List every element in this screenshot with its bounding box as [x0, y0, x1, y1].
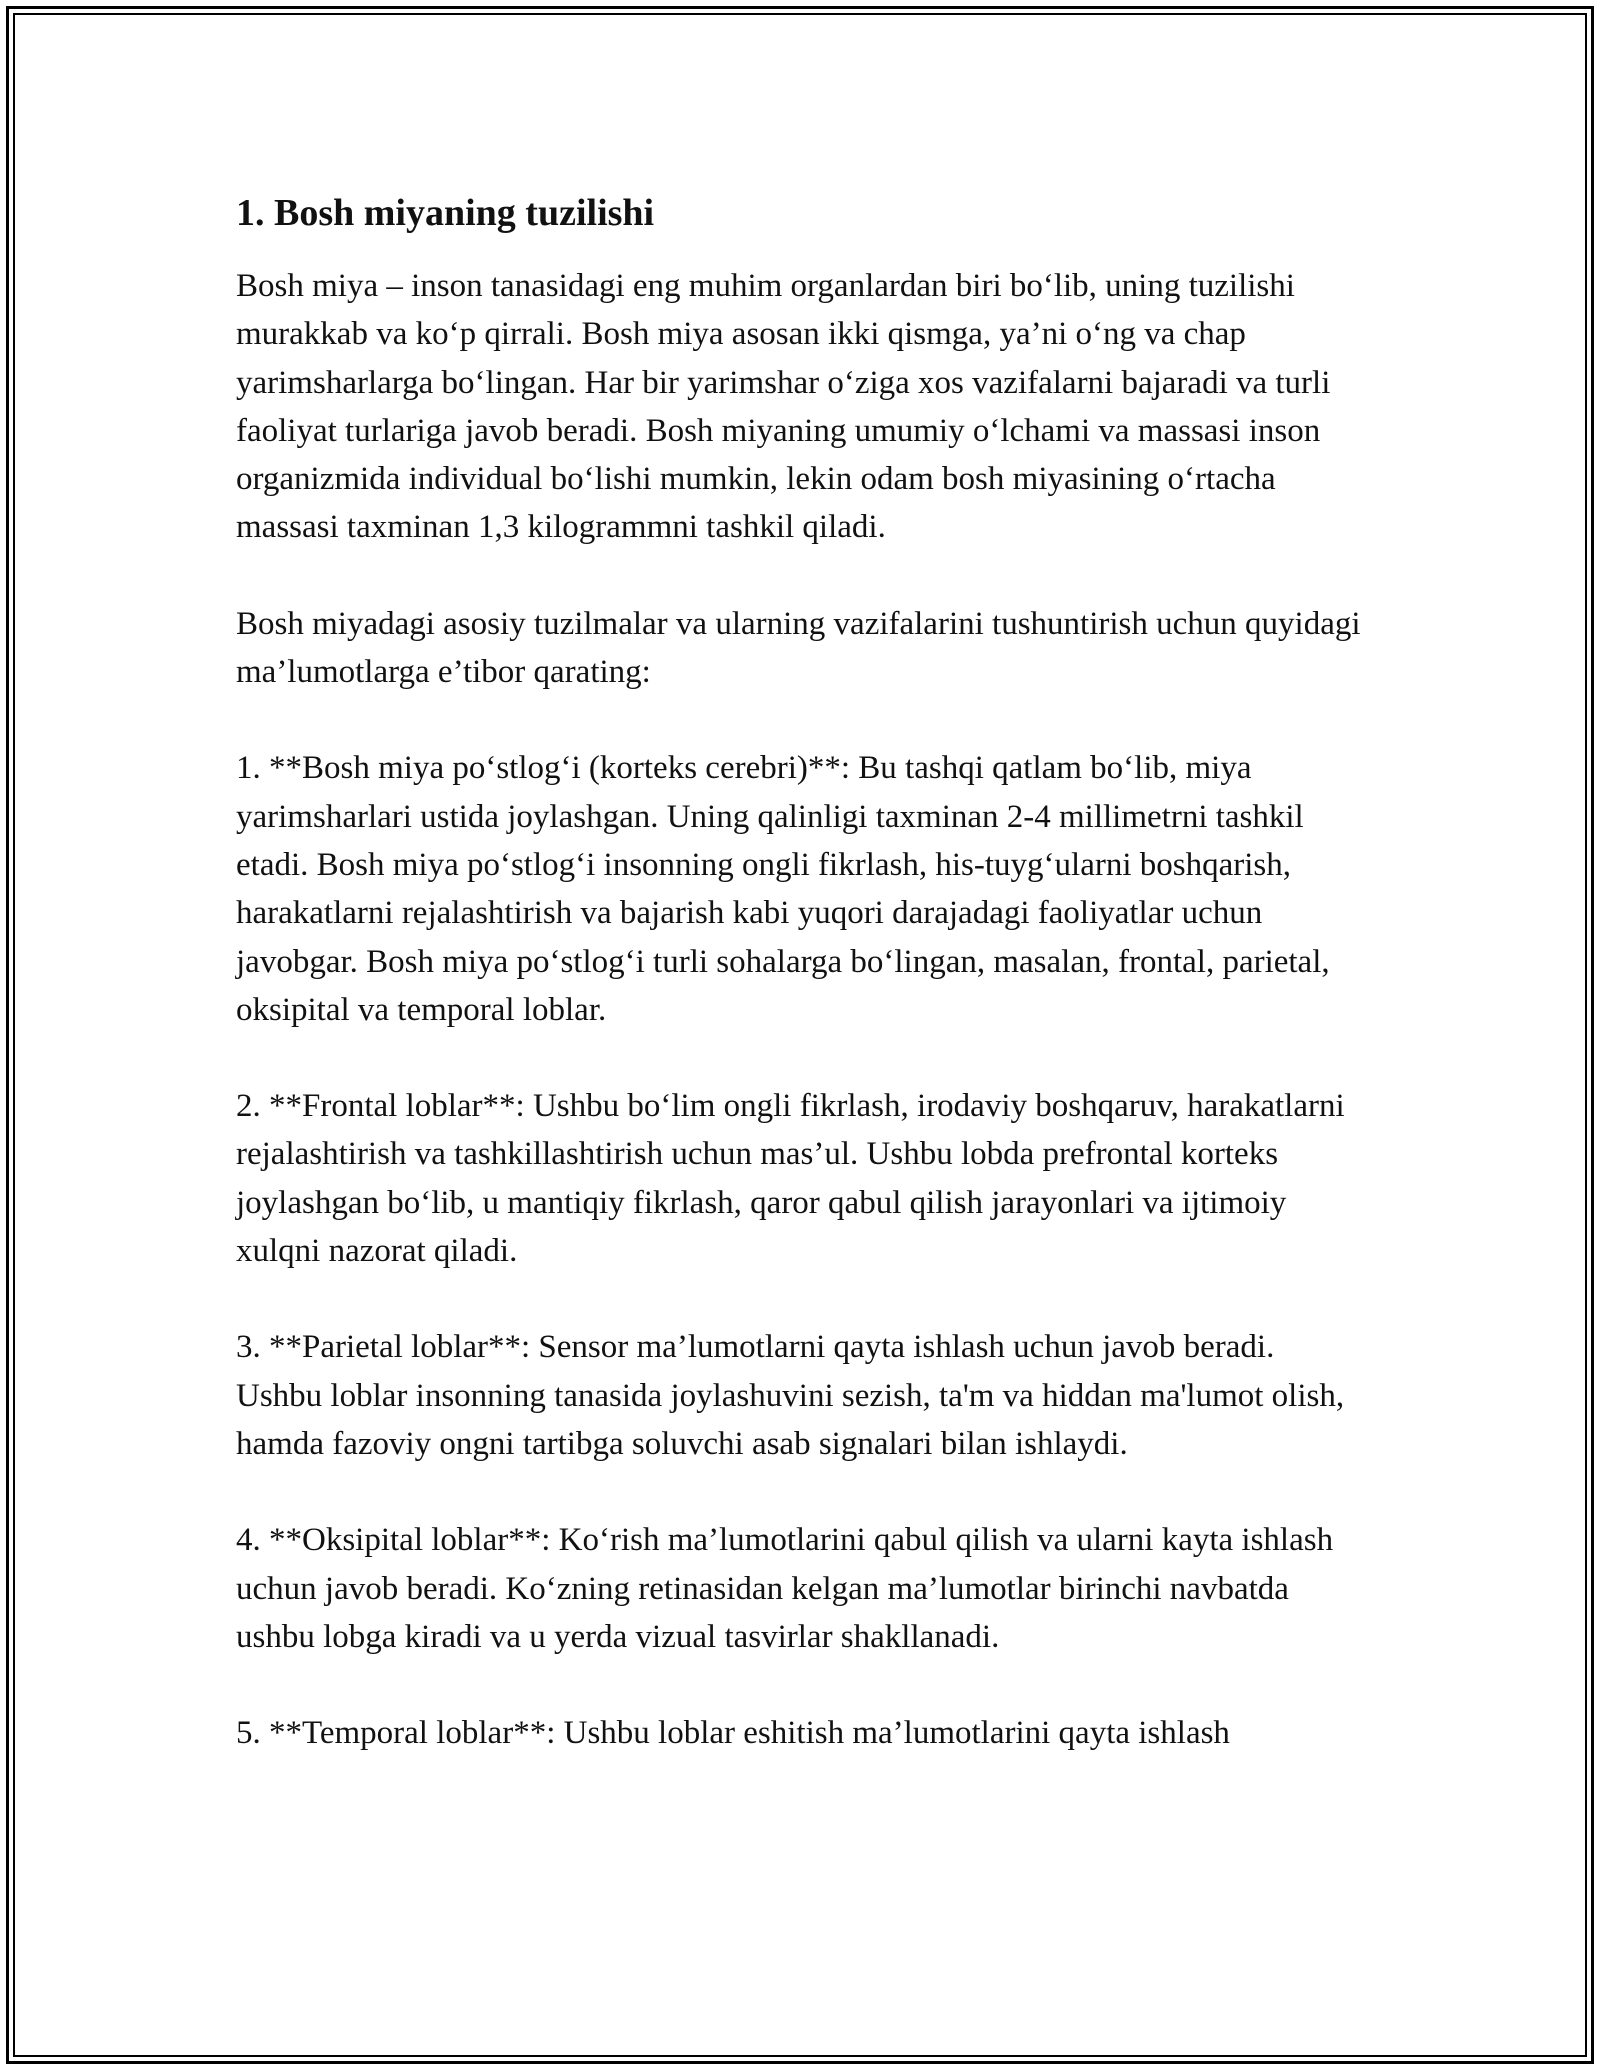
list-item-temporal-lobes: 5. **Temporal loblar**: Ushbu loblar eshitish ma’lumotlarini qayta ishlash — [236, 1715, 1230, 1752]
list-item-parietal-lobes: 3. **Parietal loblar**: Sensor ma’lumotlarni qayta ishlash uchun javob beradi. Ushbu loblar insonning tanasida joylashuvini sezish, ta'm va hiddan ma'lumot olish, hamda fazoviy ongni tartibga soluvchi asab signalari bilan ishlaydi. — [236, 1329, 1345, 1462]
list-item-frontal-lobes: 2. **Frontal loblar**: Ushbu bo‘lim ongli fikrlash, irodaviy boshqaruv, harakatlarni rejalashtirish va tashkillashtirish uchun mas’ul. Ushbu lobda prefrontal korteks joylashgan bo‘lib, u mantiqiy fikrlash, qaror qabul qilish jarayonlari va ijtimoiy xulqni nazorat qiladi. — [236, 1088, 1345, 1270]
list-item-cortex: 1. **Bosh miya po‘stlog‘i (korteks cerebri)**: Bu tashqi qatlam bo‘lib, miya yarimsharlari ustida joylashgan. Uning qalinligi taxminan 2-4 millimetrni tashkil etadi. Bosh miya po‘stlog‘i insonning ongli fikrlash, his-tuyg‘ularni boshqarish, harakatlarni rejalashtirish va bajarish kabi yuqori darajadagi faoliyatlar uchun javobgar. Bosh miya po‘stlog‘i turli sohalarga bo‘lingan, masalan, frontal, parietal, oksipital va temporal loblar. — [236, 750, 1330, 1028]
lead-in-paragraph: Bosh miyadagi asosiy tuzilmalar va ularning vazifalarini tushuntirish uchun quyidagi ma’lumotlarga e’tibor qarating: — [236, 605, 1361, 691]
list-item-occipital-lobes: 4. **Oksipital loblar**: Ko‘rish ma’lumotlarini qabul qilish va ularni kayta ishlash uchun javob beradi. Ko‘zning retinasidan kelgan ma’lumotlar birinchi navbatda ushbu lobga kiradi va u yerda vizual tasvirlar shakllanadi. — [236, 1522, 1334, 1655]
document-body — [236, 186, 1366, 1757]
intro-paragraph: Bosh miya – inson tanasidagi eng muhim organlardan biri bo‘lib, uning tuzilishi murakkab va ko‘p qirrali. Bosh miya asosan ikki qismga, ya’ni o‘ng va chap yarimsharlarga bo‘lingan. Har bir yarimshar o‘ziga xos vazifalarni bajaradi va turli faoliyat turlariga javob beradi. Bosh miyaning umumiy o‘lchami va massasi inson organizmida individual bo‘lishi mumkin, lekin odam bosh miyasining o‘rtacha massasi taxminan 1,3 kilogrammni tashkil qiladi. — [236, 268, 1331, 546]
section-heading: 1. Bosh miyaning tuzilishi — [236, 192, 655, 234]
